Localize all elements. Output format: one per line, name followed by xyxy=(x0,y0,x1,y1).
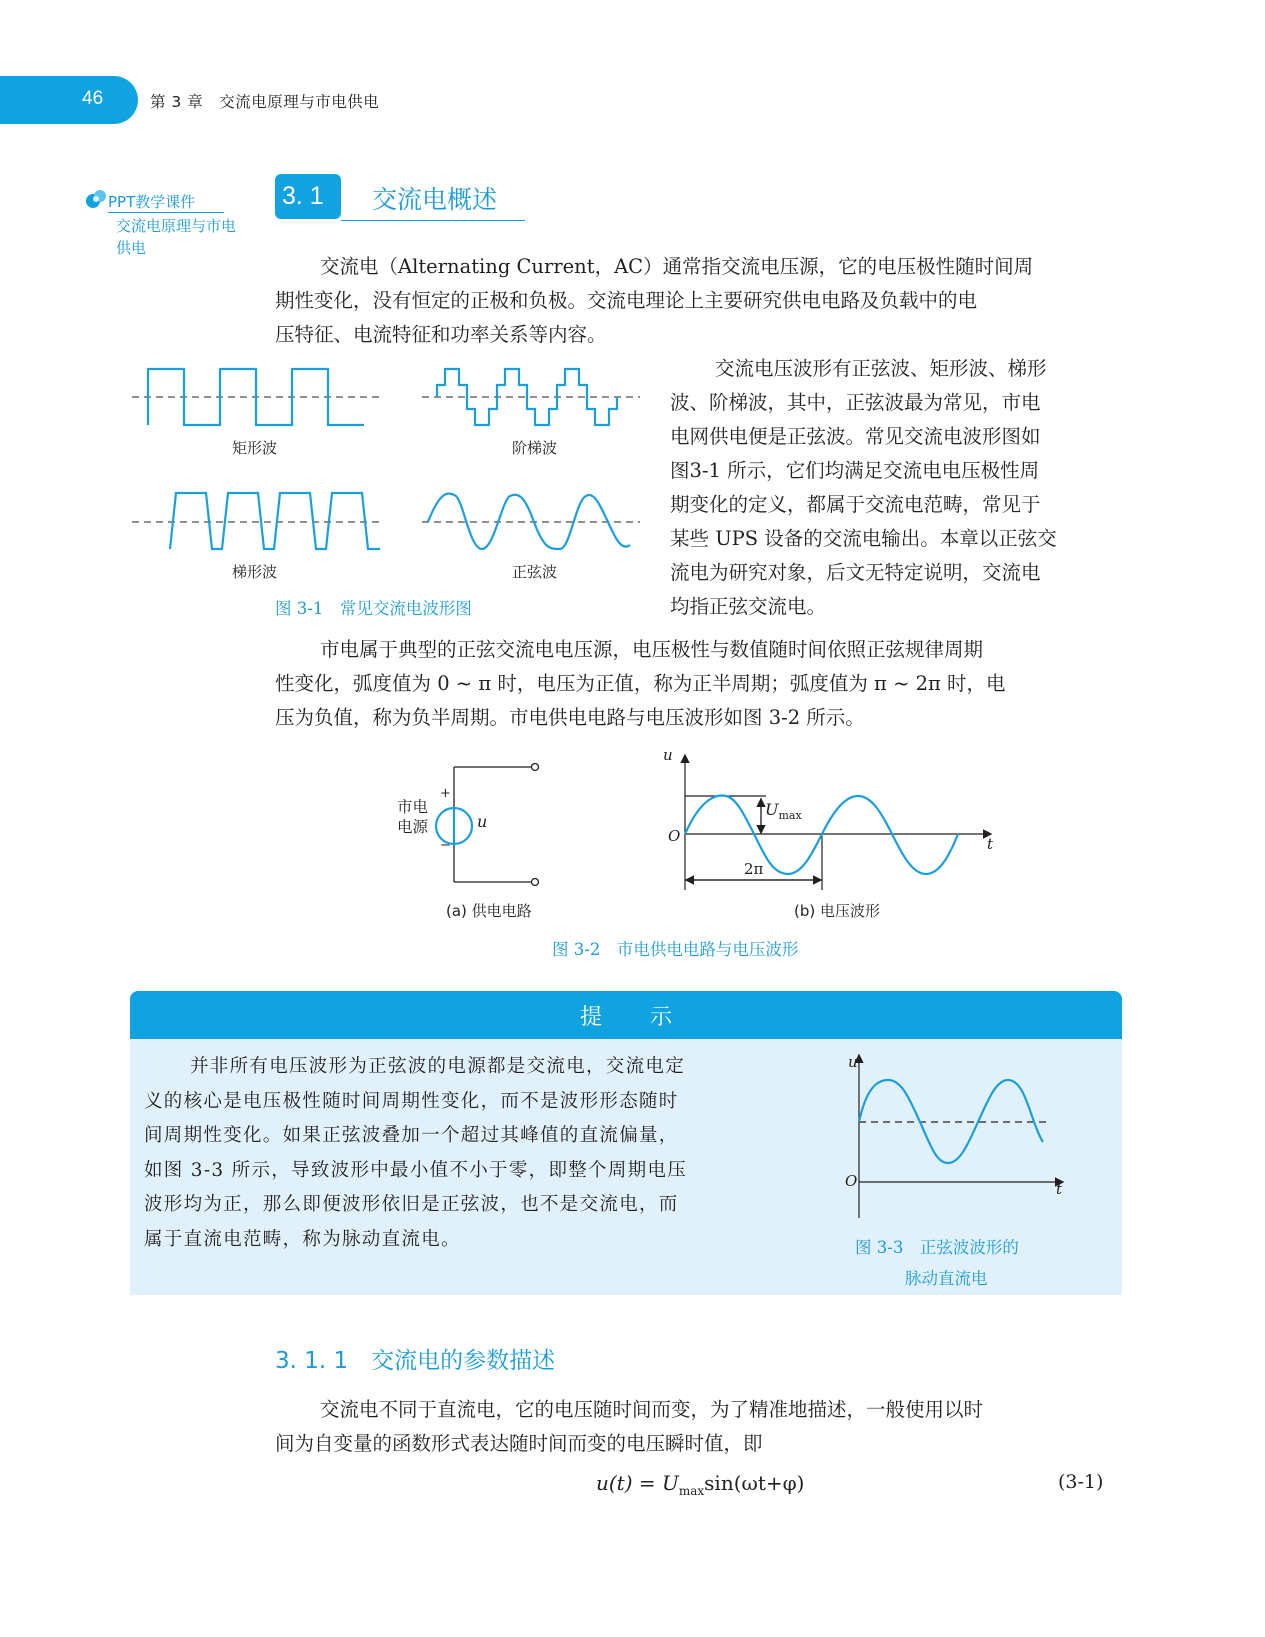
sine-wave-label: 正弦波 xyxy=(512,563,558,581)
ppt-topic-line-1: 交流电原理与市电 xyxy=(116,217,237,235)
umax-label xyxy=(765,800,802,822)
ppt-courseware-label[interactable]: PPT教学课件 xyxy=(108,193,196,211)
tip-text xyxy=(144,1050,780,1257)
source-voltage-label: u xyxy=(477,812,488,831)
sine-wave xyxy=(428,494,630,549)
paragraph-line: 流电为研究对象，后文无特定说明，交流电 xyxy=(670,561,1041,584)
source-label-line-2: 电源 xyxy=(397,818,429,836)
ppt-topic-line-2: 供电 xyxy=(116,239,147,257)
umax-sub: max xyxy=(778,809,802,823)
rectangular-wave-label: 矩形波 xyxy=(232,439,278,457)
formula-3-1 xyxy=(596,1471,804,1498)
origin-label: O xyxy=(668,827,681,845)
terminal-bottom xyxy=(532,879,539,886)
fig3-3-origin-label: O xyxy=(845,1172,858,1190)
paragraph-line: 图3-1 所示，它们均满足交流电电压极性周 xyxy=(670,459,1040,482)
subsection-title: 3. 1. 1 交流电的参数描述 xyxy=(275,1348,556,1374)
equation-number: (3-1) xyxy=(1058,1471,1104,1493)
tip-line: 间周期性变化。如果正弦波叠加一个超过其峰值的直流偏量， xyxy=(144,1125,679,1146)
figure-3-1-waveforms xyxy=(130,355,660,555)
figure-3-2-sub-b: (b) 电压波形 xyxy=(794,902,880,920)
paragraph-line: 市电属于典型的正弦交流电电压源，电压极性与数值随时间依照正弦规律周期 xyxy=(320,638,984,661)
minus-sign: − xyxy=(440,838,451,853)
paragraph-line: 波、阶梯波，其中，正弦波最为常见，市电 xyxy=(670,391,1041,414)
paragraph-line: 性变化，弧度值为 0 ~ π 时，电压为正值，称为正半周期；弧度值为 π ~ 2π 时，电 xyxy=(275,672,1006,695)
figure-3-3-pulsating-dc xyxy=(840,1050,1070,1220)
paragraph-line: 均指正弦交流电。 xyxy=(670,595,827,618)
umax-base: U xyxy=(765,800,779,819)
formula-sub: max xyxy=(678,1484,705,1498)
ppt-underline xyxy=(108,212,224,213)
tip-line: 属于直流电范畴，称为脉动直流电。 xyxy=(144,1228,461,1250)
section-underline xyxy=(341,220,525,221)
paragraph-line: 压为负值，称为负半周期。市电供电电路与电压波形如图 3-2 所示。 xyxy=(275,706,865,729)
section-title: 交流电概述 xyxy=(372,185,498,214)
formula-lhs: u(t) = U xyxy=(596,1471,679,1495)
tip-title: 提示 xyxy=(579,1005,720,1030)
formula-rhs: sin(ωt+φ) xyxy=(704,1471,805,1495)
paragraph-line: 电网供电便是正弦波。常见交流电波形图如 xyxy=(670,425,1041,448)
paragraph-line: 期变化的定义，都属于交流电范畴，常见于 xyxy=(670,493,1041,516)
u-axis-label: u xyxy=(663,746,673,764)
paragraph-parameters xyxy=(275,1393,1133,1461)
tip-line: 义的核心是电压极性随时间周期性变化，而不是波形形态随时 xyxy=(144,1090,679,1112)
figure-3-3-caption-line-1: 图 3-3 正弦波波形的 xyxy=(855,1238,1019,1257)
page-number: 46 xyxy=(82,88,104,109)
paragraph-line: 间为自变量的函数形式表达随时间而变的电压瞬时值，即 xyxy=(275,1432,763,1455)
terminal-top xyxy=(532,764,539,771)
paragraph-waveforms xyxy=(670,352,1133,624)
tip-line: 波形均为正，那么即便波形依旧是正弦波，也不是交流电，而 xyxy=(144,1194,679,1215)
tip-line: 并非所有电压波形为正弦波的电源都是交流电，交流电定 xyxy=(190,1056,686,1077)
trapezoidal-wave xyxy=(170,493,380,549)
paragraph-mains xyxy=(275,633,1133,735)
tip-line: 如图 3-3 所示，导致波形中最小值不小于零，即整个周期电压 xyxy=(144,1159,688,1181)
t-axis-label: t xyxy=(987,835,994,853)
paragraph-intro xyxy=(275,250,1133,352)
paragraph-line: 压特征、电流特征和功率关系等内容。 xyxy=(275,323,607,346)
step-wave-label: 阶梯波 xyxy=(512,439,558,457)
figure-3-2-sub-a: (a) 供电电路 xyxy=(446,902,532,920)
ppt-courseware-topic[interactable] xyxy=(116,215,266,259)
plus-sign: + xyxy=(440,786,451,801)
page-number-tab xyxy=(0,76,138,124)
trapezoidal-wave-label: 梯形波 xyxy=(232,563,278,581)
paragraph-line: 交流电（Alternating Current，AC）通常指交流电压源，它的电压极性随时间周 xyxy=(320,255,1034,278)
fig3-3-t-label: t xyxy=(1056,1180,1063,1198)
chapter-title: 第 3 章 交流电原理与市电供电 xyxy=(150,93,380,111)
period-label: 2π xyxy=(744,860,764,878)
figure-3-2-voltage-waveform xyxy=(660,750,1000,900)
paragraph-line: 交流电不同于直流电，它的电压随时间而变，为了精准地描述，一般使用以时 xyxy=(320,1398,984,1421)
paragraph-line: 交流电压波形有正弦波、矩形波、梯形 xyxy=(715,357,1047,380)
figure-3-1-caption: 图 3-1 常见交流电波形图 xyxy=(275,599,472,618)
figure-3-2-caption: 图 3-2 市电供电电路与电压波形 xyxy=(552,940,799,959)
paragraph-line: 期性变化，没有恒定的正极和负极。交流电理论上主要研究供电电路及负载中的电 xyxy=(275,289,978,312)
figure-3-3-caption-line-2: 脉动直流电 xyxy=(905,1269,988,1288)
source-label-line-1: 市电 xyxy=(397,798,429,816)
fig3-3-u-label: u xyxy=(848,1053,858,1071)
paragraph-line: 某些 UPS 设备的交流电输出。本章以正弦交 xyxy=(670,527,1057,550)
section-number: 3. 1 xyxy=(282,182,324,210)
